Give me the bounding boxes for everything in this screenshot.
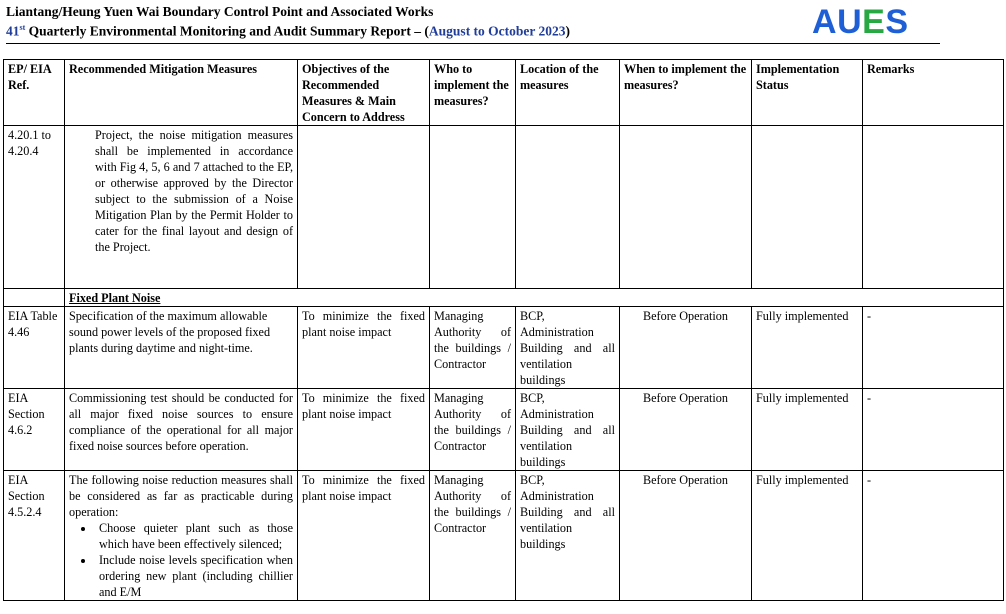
cell-when	[620, 126, 752, 289]
cell-when: Before Operation	[620, 389, 752, 471]
cell-objective: To minimize the fixed plant noise impact	[298, 389, 430, 471]
cell-status: Fully implemented	[752, 471, 863, 601]
header-divider	[6, 43, 940, 44]
cell-who: Managing Authority of the buildings / Contractor	[430, 471, 516, 601]
mitigation-measures-table	[3, 59, 1004, 601]
cell-objective	[298, 126, 430, 289]
col-header-measures: Recommended Mitigation Measures	[65, 60, 298, 126]
cell-who	[430, 126, 516, 289]
cell-location: BCP, Administration Building and all ventilation buildings	[516, 471, 620, 601]
cell-status	[752, 126, 863, 289]
cell-measure: Specification of the maximum allowable sound power levels of the proposed fixed plants during daytime and night-time.	[65, 307, 298, 389]
cell-measure: Commissioning test should be conducted for all major fixed noise sources to ensure compliance of the operational for all major fixed noise sources before operation.	[65, 389, 298, 471]
table-row	[4, 389, 1004, 471]
cell-who: Managing Authority of the buildings / Contractor	[430, 307, 516, 389]
report-number-suffix: st	[19, 23, 26, 32]
report-number: 41	[6, 23, 20, 39]
cell-remarks	[863, 126, 1004, 289]
table-row	[4, 307, 1004, 389]
cell-who: Managing Authority of the buildings / Contractor	[430, 389, 516, 471]
section-row	[4, 289, 1004, 307]
cell-objective: To minimize the fixed plant noise impact	[298, 471, 430, 601]
cell-remarks: -	[863, 389, 1004, 471]
report-period: August to October 2023	[428, 23, 566, 39]
cell-location: BCP, Administration Building and all ventilation buildings	[516, 307, 620, 389]
cell-when: Before Operation	[620, 471, 752, 601]
cell-measure: Project, the noise mitigation measures shall be implemented in accordance with Fig 4, 5, 6 and 7 attached to the EP, or otherwise approved by the Director subject to the submission of a Noise Mitigation Plan by the Permit Holder to cater for the final layout and design of the Project.	[65, 126, 298, 289]
cell-ref: EIA Section 4.6.2	[4, 389, 65, 471]
cell-objective: To minimize the fixed plant noise impact	[298, 307, 430, 389]
report-header	[6, 4, 946, 44]
col-header-objectives: Objectives of the Recommended Measures & Main Concern to Address	[298, 60, 430, 126]
table-row	[4, 126, 1004, 289]
cell-status: Fully implemented	[752, 307, 863, 389]
aues-logo: AUES	[812, 3, 909, 41]
cell-remarks: -	[863, 307, 1004, 389]
project-title: Liantang/Heung Yuen Wai Boundary Control Point and Associated Works	[6, 4, 434, 19]
table-header-row	[4, 60, 1004, 126]
cell-location	[516, 126, 620, 289]
cell-when: Before Operation	[620, 307, 752, 389]
report-title	[6, 20, 946, 40]
cell-status: Fully implemented	[752, 389, 863, 471]
col-header-when: When to implement the measures?	[620, 60, 752, 126]
cell-location: BCP, Administration Building and all ventilation buildings	[516, 389, 620, 471]
col-header-location: Location of the measures	[516, 60, 620, 126]
cell-ref: 4.20.1 to 4.20.4	[4, 126, 65, 289]
col-header-ref: EP/ EIA Ref.	[4, 60, 65, 126]
measure-bullets	[69, 520, 293, 600]
measure-intro: The following noise reduction measures shall be considered as far as practicable during operation:	[69, 473, 293, 519]
section-ref-spacer	[4, 289, 65, 307]
table-row	[4, 471, 1004, 601]
cell-ref: EIA Section 4.5.2.4	[4, 471, 65, 601]
list-item: • Include noise levels specification when ordering new plant (including chillier and E/M	[95, 552, 293, 600]
col-header-status: Implementation Status	[752, 60, 863, 126]
section-title: Fixed Plant Noise	[65, 289, 1004, 307]
col-header-who: Who to implement the measures?	[430, 60, 516, 126]
list-item: • Choose quieter plant such as those which have been effectively silenced;	[95, 520, 293, 552]
report-title-text: Quarterly Environmental Monitoring and Audit Summary Report – (	[25, 23, 429, 39]
cell-measure	[65, 471, 298, 601]
cell-remarks: -	[863, 471, 1004, 601]
report-title-close: )	[565, 23, 571, 39]
cell-ref: EIA Table 4.46	[4, 307, 65, 389]
col-header-remarks: Remarks	[863, 60, 1004, 126]
